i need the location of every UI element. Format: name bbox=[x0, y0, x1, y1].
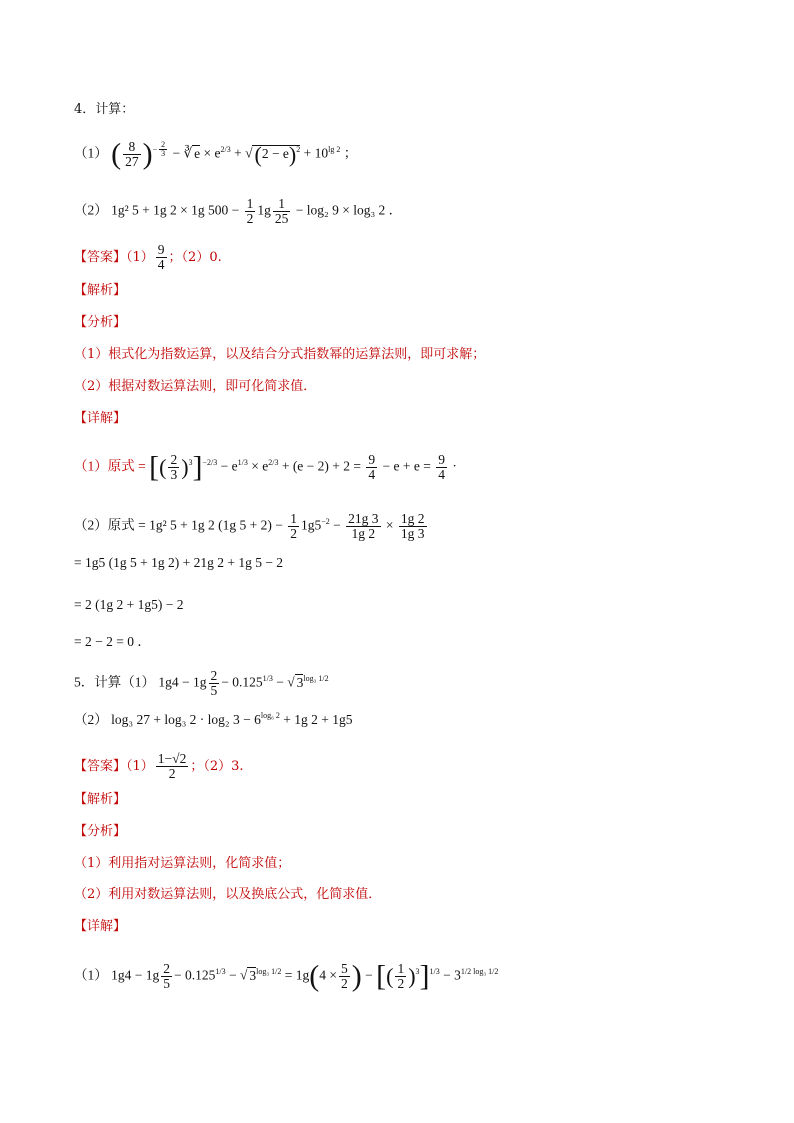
q4-fenxi-1: （1）根式化为指数运算，以及结合分式指数幂的运算法则，即可求解； bbox=[74, 347, 486, 362]
q4-answer: 【答案】（1） $\frac{9}{4}$ ；（2）0. bbox=[74, 242, 222, 272]
q4-detail-2: （2）原式 = 1g² 5 + 1g 2 (1g 5 + 2) − $\frac{1}{2}$ $1g5^{-2}$ − $\frac{21g 3}{1g 2}$ × $\frac{1g 2}{1g 3}$ bbox=[74, 511, 425, 541]
q4-title: 4．计算： bbox=[74, 102, 135, 117]
q5-detail-1: （1） 1g4 − 1g $\frac{2}{5}$ − $0.125^{1/3}$ − √ $3^{log_3 1/2} = 1g(4$ × $\frac{5}{2}$ ) − [( $\frac{1}{2}$ )$^3]^{1/3} - 3^{1/2 log_3 1/2}$ bbox=[74, 959, 499, 993]
q4-part1-expression: （1） ( $\frac{8}{27}$ )$^{- \frac{2}{3}}$ − ∛ $e \times e^{2/3} + √(2 - e)^2 + 10^{lg 2}$ ； bbox=[74, 137, 358, 171]
q5-fenxi-2: （2）利用对数运算法则，以及换底公式，化简求值． bbox=[74, 887, 382, 902]
q4-detail-5: = 2 − 2 = 0 ． bbox=[74, 634, 151, 649]
q4-detail-1: （1）原式 = [( $\frac{2}{3}$ )$^3]^{-2/3} - e^{1/3} \times e^{2/3} + (e - 2) + 2$ = $\frac{9}{4}$ − e + e = $\frac{9}{4}$ · bbox=[74, 450, 457, 484]
q5-title: 5．计算（1） 1g4 − 1g $\frac{2}{5}$ − $0.125^{1/3}$ − √ $3^{log_3 1/2}$ bbox=[74, 668, 329, 698]
q4-answer-label: 【答案】 bbox=[74, 250, 127, 265]
q5-fenxi-1: （1）利用指对运算法则，化简求值； bbox=[74, 856, 291, 871]
q4-fenxi-label: 【分析】 bbox=[74, 315, 127, 330]
q5-fenxi-label: 【分析】 bbox=[74, 824, 127, 839]
q5-part2-expression: （2） log₃ 27 + log₃ 2 · log₂ $3 - 6^{log_6 2} + 1g$ 2 + 1g5 bbox=[74, 711, 353, 727]
q4-part2-expression: （2） 1g² 5 + 1g 2 × 1g 500 − $\frac{1}{2}$ 1g $\frac{1}{25}$ − log₂ 9 × log₃ 2 ． bbox=[74, 196, 403, 226]
q4-detail-label: 【详解】 bbox=[74, 411, 127, 426]
q4-analysis-label: 【解析】 bbox=[74, 283, 127, 298]
q4-part1-label: （1） bbox=[74, 145, 108, 161]
q4-part2-label: （2） bbox=[74, 202, 108, 218]
q5-answer: 【答案】（1） $\frac{1-√2}{2}$ ；（2）3. bbox=[74, 751, 244, 781]
q5-detail-label: 【详解】 bbox=[74, 919, 127, 934]
q4-detail-4: = 2 (1g 2 + 1g5) − 2 bbox=[74, 597, 184, 612]
q5-answer-label: 【答案】 bbox=[74, 759, 127, 774]
q5-analysis-label: 【解析】 bbox=[74, 792, 127, 807]
q4-detail-3: = 1g5 (1g 5 + 1g 2) + 21g 2 + 1g 5 − 2 bbox=[74, 555, 284, 570]
q4-fenxi-2: （2）根据对数运算法则，即可化简求值． bbox=[74, 379, 317, 394]
